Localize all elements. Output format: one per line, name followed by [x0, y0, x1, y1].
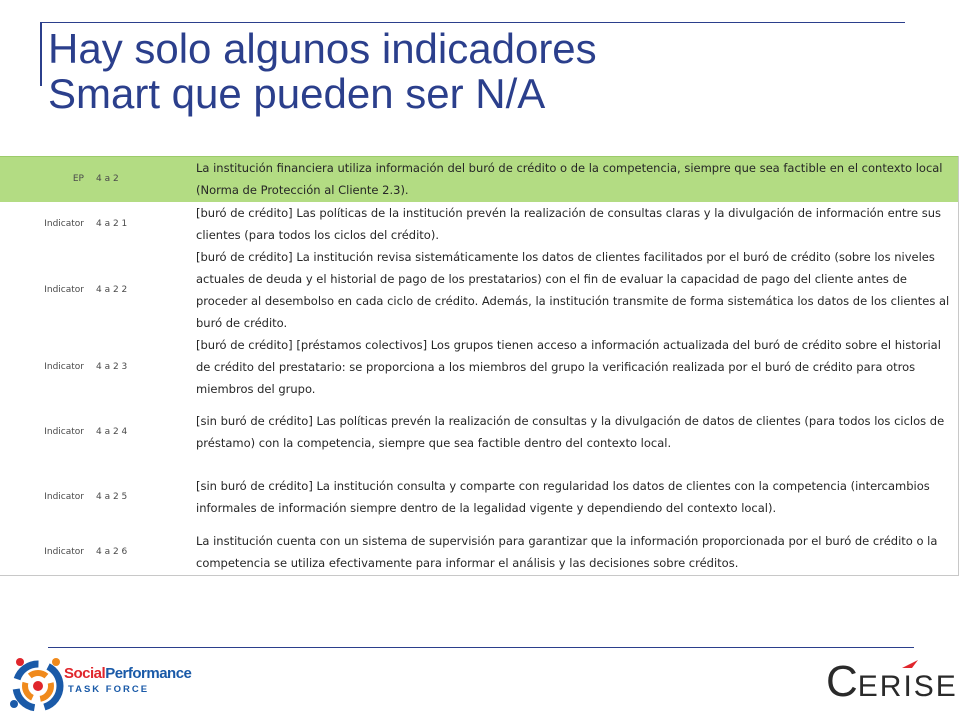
row-type: Indicator [44, 426, 84, 437]
cerise-c-letter: C [826, 657, 858, 706]
row-description: [buró de crédito] La institución revisa sistemáticamente los datos de clientes facilitados por el buró de crédito (sobre los niveles actuales de deuda y el historial de pago de los prestatarios) con el fin de evaluar la capacidad de pago del cliente antes de proceder al desembolso en cada ciclo de crédito. Además, la institución transmite de forma sistemática los datos de los clientes al buró de crédito. [194, 246, 959, 334]
title-left-rule [40, 22, 42, 86]
row-code: 4 a 2 3 [96, 361, 128, 372]
table-row [0, 464, 959, 530]
row-description: [buró de crédito] [préstamos colectivos] Los grupos tienen acceso a información actualizada del buró de crédito sobre el historial de crédito del prestatario: se proporciona a los miembros del grupo la verificación realizada por el buró de crédito para otros miembros del grupo. [194, 334, 959, 400]
table-row-ep [0, 157, 959, 202]
logo-performance-text: Performance [105, 665, 192, 682]
social-performance-task-force-logo [6, 652, 192, 718]
slide-title-line2: Smart que pueden ser N/A [48, 70, 546, 117]
footer-rule [48, 647, 914, 648]
cerise-accent-icon [900, 658, 920, 670]
slide-title-line1: Hay solo algunos indicadores [48, 25, 597, 72]
spt-emblem-icon [6, 652, 70, 716]
row-code: 4 a 2 4 [96, 426, 128, 437]
row-description: [sin buró de crédito] La institución consulta y comparte con regularidad los datos de clientes con la competencia (intercambios informales de información siempre dentro de la legalidad vigente y dependiendo del contexto local). [194, 464, 959, 530]
cerise-rest-text: ERISE [857, 670, 958, 703]
row-description: La institución cuenta con un sistema de supervisión para garantizar que la información proporcionada por el buró de crédito o la competencia se utiliza efectivamente para informar el análisis y las decisiones sobre créditos. [194, 530, 959, 576]
logo-wordmark [64, 665, 191, 682]
row-code: 4 a 2 [88, 157, 194, 202]
row-type: EP [0, 157, 88, 202]
row-description: [buró de crédito] Las políticas de la institución prevén la realización de consultas claras y la divulgación de información entre sus clientes (para todos los ciclos del crédito). [194, 202, 959, 246]
title-top-rule [40, 22, 905, 23]
cerise-wordmark [826, 657, 958, 706]
table-row [0, 334, 959, 400]
row-type: Indicator [44, 218, 84, 229]
row-type: Indicator [0, 530, 88, 576]
indicators-table [0, 156, 959, 576]
table-row [0, 400, 959, 464]
row-code: 4 a 2 2 [96, 284, 128, 295]
cerise-logo [826, 656, 958, 706]
logo-taskforce-text: TASK FORCE [68, 684, 150, 695]
logo-social-text: Social [64, 665, 106, 682]
row-code: 4 a 2 6 [88, 530, 194, 576]
table-row [0, 530, 959, 576]
row-code: 4 a 2 1 [96, 218, 128, 229]
table-row [0, 246, 959, 334]
row-type: Indicator [44, 284, 84, 295]
slide-title [48, 26, 928, 116]
row-description: La institución financiera utiliza información del buró de crédito o de la competencia, siempre que sea factible en el contexto local (Norma de Protección al Cliente 2.3). [194, 157, 959, 202]
table-row [0, 202, 959, 246]
row-type: Indicator [44, 361, 84, 372]
row-code: 4 a 2 5 [96, 491, 128, 502]
row-description: [sin buró de crédito] Las políticas prevén la realización de consultas y la divulgación de datos de clientes (para todos los ciclos de préstamo) con la competencia, siempre que sea factible dentro del contexto local. [194, 400, 959, 464]
row-type: Indicator [44, 491, 84, 502]
